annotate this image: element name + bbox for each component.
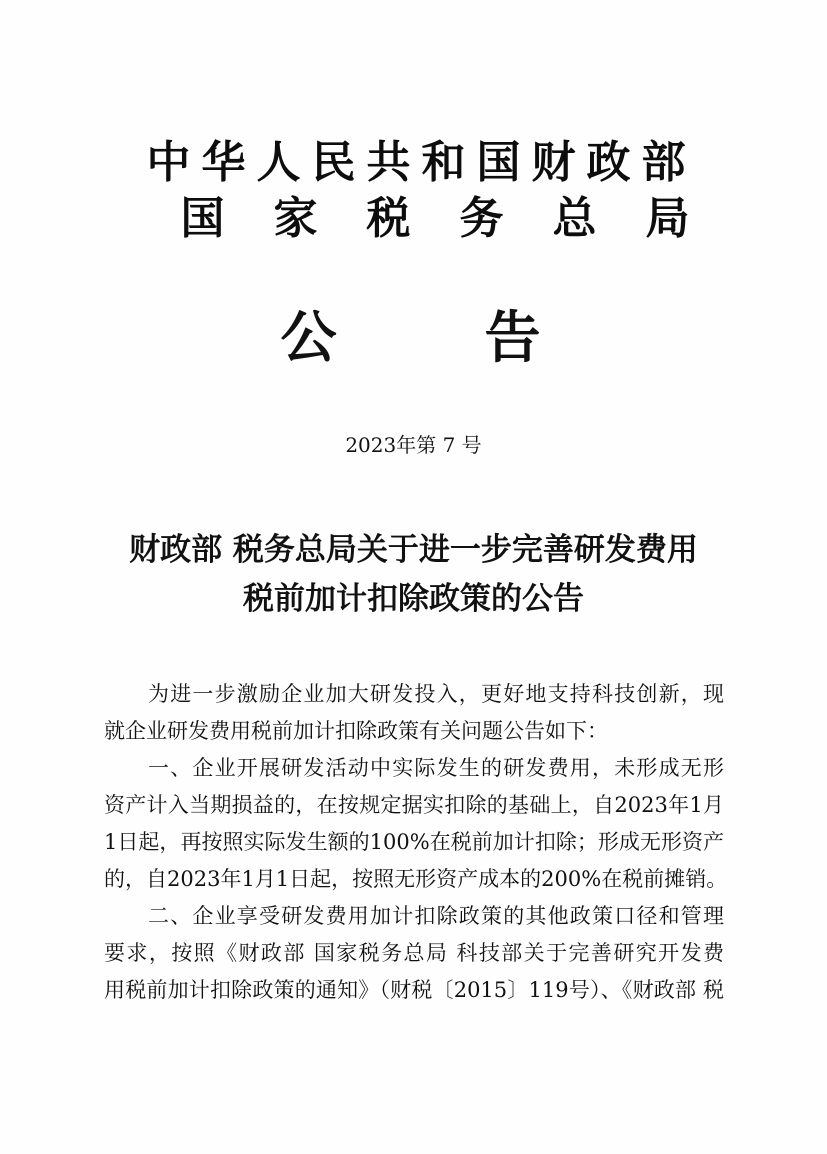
body-line: 为进一步激励企业加大研发投入，更好地支持科技创新，现	[148, 682, 724, 706]
body-line: 就企业研发费用税前加计扣除政策有关问题公告如下：	[104, 719, 608, 743]
body-line: 一、企业开展研发活动中实际发生的研发费用，未形成无形	[148, 756, 724, 780]
body-line: 资产计入当期损益的，在按规定据实扣除的基础上，自2023年1月	[104, 793, 724, 817]
issuer-ministry-of-finance: 中华人民共和国财政部	[146, 137, 697, 188]
announcement-title-line-2: 税前加计扣除政策的公告	[243, 581, 584, 617]
document-type-heading: 公告	[280, 306, 689, 371]
body-line: 二、企业享受研发费用加计扣除政策的其他政策口径和管理	[148, 904, 724, 928]
body-line: 用税前加计扣除政策的通知》（财税〔2015〕119号）、《财政部 税	[104, 978, 724, 1002]
announcement-title-line-1: 财政部 税务总局关于进一步完善研发费用	[129, 532, 698, 568]
body-line: 要求，按照《财政部 国家税务总局 科技部关于完善研究开发费	[104, 941, 724, 965]
body-line: 1日起，再按照实际发生额的100%在税前加计扣除；形成无形资产	[104, 830, 724, 854]
document-number: 2023年第 7 号	[345, 433, 482, 457]
body-line: 的，自2023年1月1日起，按照无形资产成本的200%在税前摊销。	[104, 867, 728, 891]
announcement-body	[104, 676, 728, 1009]
issuer-state-taxation-administration: 国家税务总局	[180, 193, 739, 244]
